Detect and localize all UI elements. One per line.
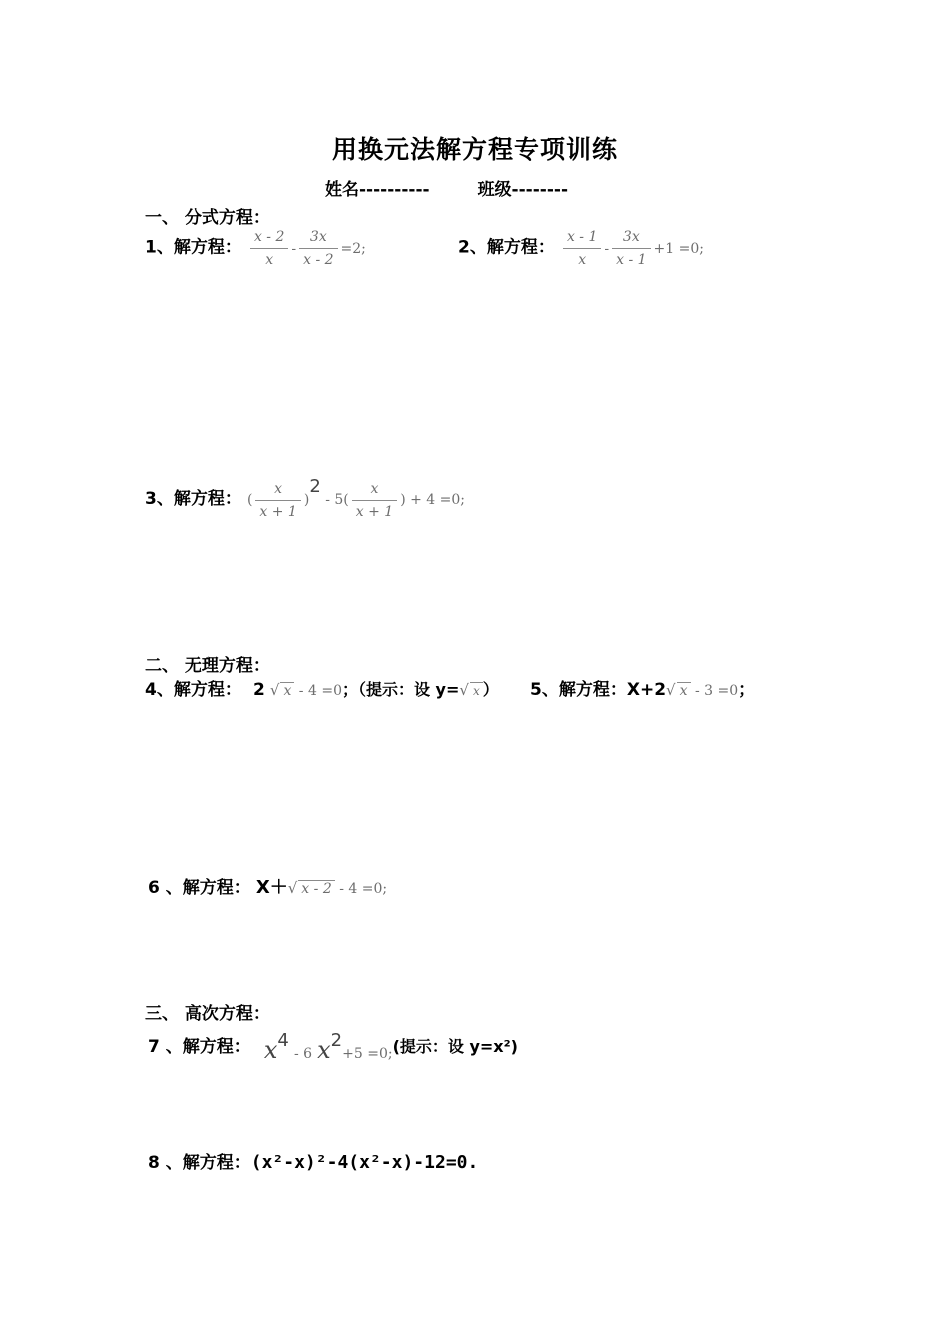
variable: x [317, 1036, 331, 1064]
name-field-label: 姓名---------- [325, 180, 430, 200]
fraction [563, 228, 601, 269]
radicand: x [280, 682, 294, 699]
numerator: x - 2 [250, 228, 288, 249]
denominator: x + 1 [355, 503, 394, 520]
radical-sign: √ [459, 681, 469, 699]
fraction [352, 480, 397, 521]
section-higher-degree-equations: 三、 高次方程： [145, 1004, 270, 1024]
problem-1-equation [247, 229, 366, 268]
numerator: x - 1 [563, 228, 601, 249]
terminator: ； [738, 680, 756, 700]
right-hand-side: - 3 =0 [694, 683, 739, 699]
problem-3-label: 3、解方程： [145, 489, 242, 509]
fraction [255, 480, 300, 521]
problem-5-label: 5、解方程： [530, 680, 627, 700]
exponent: 2 [309, 476, 321, 497]
fraction [299, 228, 337, 269]
radicand: x [470, 682, 483, 699]
leading-term: X+2 [626, 680, 667, 700]
radicand: x [677, 682, 691, 699]
problem-8 [148, 1148, 478, 1173]
section-irrational-equations: 二、 无理方程： [145, 656, 270, 676]
variable: x [263, 1036, 278, 1064]
problem-4-label: 4、解方程： [145, 680, 242, 700]
coefficient: 2 [252, 680, 265, 700]
middle-term: - 5( [325, 492, 349, 508]
problem-2 [458, 228, 704, 269]
problem-3 [145, 476, 465, 521]
problem-3-equation [246, 476, 466, 520]
leading-term: X＋ [255, 877, 288, 898]
problem-2-label: 2、解方程： [458, 237, 555, 258]
radical-sign: √ [666, 681, 676, 699]
student-info [325, 175, 568, 200]
right-hand-side: ) + 4 =0; [400, 492, 466, 508]
exponent: 4 [277, 1030, 289, 1051]
open-paren: ( [246, 492, 253, 508]
problem-4-equation [270, 683, 342, 699]
problem-2-equation [560, 229, 704, 268]
problem-1 [145, 228, 366, 269]
section-fractional-equations: 一、 分式方程： [145, 208, 270, 228]
problem-6-equation [288, 881, 387, 897]
denominator: x - 1 [616, 252, 647, 268]
right-hand-side: - 4 =0; [339, 881, 388, 897]
operator: - [604, 240, 610, 257]
numerator: 3x [612, 228, 650, 249]
problem-4 [145, 675, 499, 700]
denominator: x [265, 252, 274, 268]
denominator: x - 2 [303, 252, 334, 268]
problem-7-label: 7 、解方程： [148, 1037, 251, 1057]
right-hand-side: +5 =0; [342, 1046, 393, 1062]
class-field-label: 班级-------- [477, 180, 569, 200]
denominator: x [578, 252, 587, 268]
problem-8-label: 8 、解方程： [148, 1153, 251, 1173]
numerator: 3x [299, 228, 337, 249]
problem-4-hint: ；（提示：设 y= [341, 680, 460, 699]
radicand: x - 2 [298, 880, 334, 897]
right-hand-side: =2; [340, 240, 366, 257]
numerator: x [255, 480, 300, 501]
problem-8-equation: (x²-x)²-4(x²-x)-12=0. [250, 1152, 479, 1173]
denominator: x + 1 [259, 503, 297, 520]
numerator: x [352, 480, 397, 501]
problem-7 [148, 1030, 518, 1064]
problem-6 [148, 873, 387, 899]
exponent: 2 [330, 1030, 343, 1051]
middle-term: - 6 [293, 1046, 313, 1062]
problem-5 [530, 675, 755, 700]
fraction [250, 228, 288, 269]
hint-close: ） [482, 680, 499, 699]
fraction [612, 228, 650, 269]
radical-sign: √ [287, 879, 298, 897]
operator: - [291, 240, 297, 257]
right-hand-side: +1 =0; [653, 240, 704, 257]
right-hand-side: - 4 =0 [298, 683, 342, 699]
close-paren: ) [303, 492, 310, 508]
problem-5-equation [666, 683, 738, 699]
page-title: 用换元法解方程专项训练 [331, 135, 618, 164]
problem-1-label: 1、解方程： [145, 237, 242, 258]
radical-sign: √ [269, 681, 280, 699]
problem-6-label: 6 、解方程： [148, 878, 251, 898]
problem-7-hint: (提示：设 y=x²) [392, 1037, 518, 1056]
